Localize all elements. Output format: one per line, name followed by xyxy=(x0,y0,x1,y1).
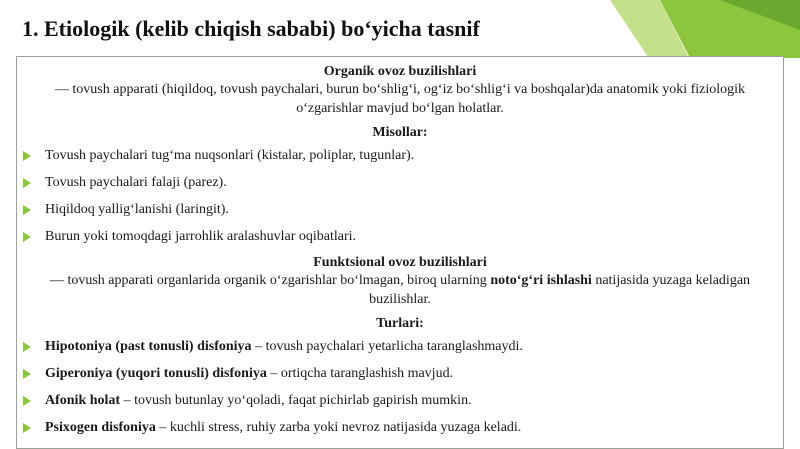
examples-label: Misollar: xyxy=(372,125,428,140)
organic-description: — tovush apparati (hiqildoq, tovush paychalari, burun bo‘shlig‘i, og‘iz bo‘shlig‘i va boshqalar)da anatomik yoki fiziologik o‘zgarishlar mavjud bo‘lgan holatlar. xyxy=(54,82,746,116)
bullet-arrow-icon xyxy=(23,342,31,352)
list-item: Psixogen disfoniya – kuchli stress, ruhiy zarba yoki nevroz natijasida yuzaga keladi. xyxy=(17,419,783,437)
list-item: Hipotoniya (past tonusli) disfoniya – tovush paychalari yetarlicha taranglashmaydi. xyxy=(17,338,783,356)
list-item: Giperoniya (yuqori tonusli) disfoniya – ortiqcha taranglashish mavjud. xyxy=(17,365,783,383)
bullet-arrow-icon xyxy=(23,205,31,215)
types-list xyxy=(17,338,783,437)
bullet-arrow-icon xyxy=(23,232,31,242)
bullet-arrow-icon xyxy=(23,423,31,433)
examples-list xyxy=(17,147,783,246)
types-label: Turlari: xyxy=(376,316,424,331)
functional-heading: Funktsional ovoz buzilishlari xyxy=(313,255,487,270)
bullet-arrow-icon xyxy=(23,151,31,161)
functional-description: — tovush apparati organlarida organik o‘zgarishlar bo‘lmagan, biroq ularning noto‘g‘ri ishlashi natijasida yuzaga keladigan buzilishlar. xyxy=(49,273,751,307)
content-box xyxy=(16,56,784,449)
slide-title: 1. Etiologik (kelib chiqish sababi) bo‘yicha tasnif xyxy=(22,16,480,41)
organic-heading: Organik ovoz buzilishlari xyxy=(323,64,477,79)
list-item: Afonik holat – tovush butunlay yo‘qoladi, faqat pichirlab gapirish mumkin. xyxy=(17,392,783,410)
list-item: Hiqildoq yallig‘lanishi (laringit). xyxy=(17,201,783,219)
list-item: Tovush paychalari tug‘ma nuqsonlari (kistalar, poliplar, tugunlar). xyxy=(17,147,783,165)
bullet-arrow-icon xyxy=(23,369,31,379)
bullet-arrow-icon xyxy=(23,178,31,188)
list-item: Burun yoki tomoqdagi jarrohlik aralashuvlar oqibatlari. xyxy=(17,228,783,246)
bullet-arrow-icon xyxy=(23,396,31,406)
list-item: Tovush paychalari falaji (parez). xyxy=(17,174,783,192)
